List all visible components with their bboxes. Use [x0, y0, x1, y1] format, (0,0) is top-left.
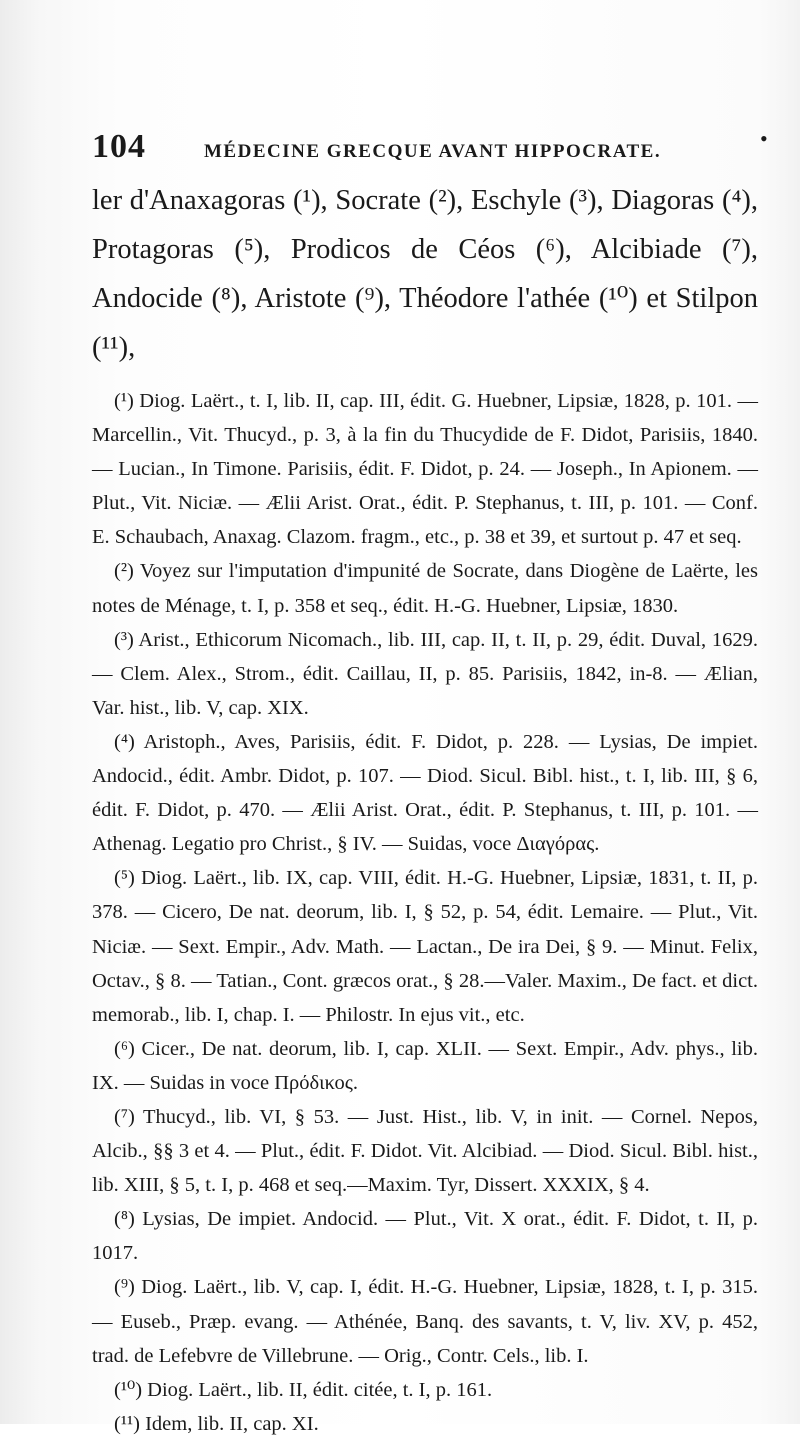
page-number: 104: [92, 128, 146, 165]
footnote-5: (⁵) Diog. Laërt., lib. IX, cap. VIII, édit. H.-G. Huebner, Lipsiæ, 1831, t. II, p. 378. — Cicero, De nat. deorum, lib. I, § 52, p. 54, édit. Lemaire. — Plut., Vit. Niciæ. — Sext. Empir., Adv. Math. — Lactan., De ira Dei, § 9. — Minut. Felix, Octav., § 8. — Tatian., Cont. græcos orat., § 28.—Valer. Maxim., De fact. et dict. memorab., lib. I, chap. I. — Philostr. In ejus vit., etc.: [92, 867, 758, 1026]
footnote-4: (⁴) Aristoph., Aves, Parisiis, édit. F. Didot, p. 228. — Lysias, De impiet. Andocid., édit. Ambr. Didot, p. 107. — Diod. Sicul. Bibl. hist., t. I, lib. III, § 6, édit. F. Didot, p. 470. — Ælii Arist. Orat., édit. P. Stephanus, t. III, p. 101. — Athenag. Legatio pro Christ., § IV. — Suidas, voce Διαγόρας.: [92, 730, 758, 856]
footnote-9: (⁹) Diog. Laërt., lib. V, cap. I, édit. H.-G. Huebner, Lipsiæ, 1828, t. I, p. 315. — Euseb., Præp. evang. — Athénée, Banq. des savants, t. V, liv. XV, p. 452, trad. de Lefebvre de Villebrune. — Orig., Contr. Cels., lib. I.: [92, 1276, 758, 1367]
footnote-10: (¹⁰) Diog. Laërt., lib. II, édit. citée, t. I, p. 161.: [114, 1378, 493, 1401]
footnote-3: (³) Arist., Ethicorum Nicomach., lib. III, cap. II, t. II, p. 29, édit. Duval, 1629. — Clem. Alex., Strom., édit. Caillau, II, p. 85. Parisiis, 1842, in-8. — Ælian, Var. hist., lib. V, cap. XIX.: [92, 628, 758, 719]
footnote-8: (⁸) Lysias, De impiet. Andocid. — Plut., Vit. X orat., édit. F. Didot, t. II, p. 1017.: [92, 1208, 758, 1265]
footnote-2: (²) Voyez sur l'imputation d'impunité de Socrate, dans Diogène de Laërte, les notes de Ménage, t. I, p. 358 et seq., édit. H.-G. Huebner, Lipsiæ, 1830.: [92, 560, 758, 617]
footnote-6: (⁶) Cicer., De nat. deorum, lib. I, cap. XLII. — Sext. Empir., Adv. phys., lib. IX. — Suidas in voce Πρόδικος.: [92, 1037, 758, 1094]
running-title: MÉDECINE GRECQUE AVANT HIPPOCRATE.: [204, 141, 662, 162]
corner-mark: •: [760, 126, 768, 151]
body-paragraph: ler d'Anaxagoras (¹), Socrate (²), Eschyle (³), Diagoras (⁴), Protagoras (⁵), Prodicos de Céos (⁶), Alcibiade (⁷), Andocide (⁸), Aristote (⁹), Théodore l'athée (¹⁰) et Stilpon (¹¹),: [92, 185, 758, 363]
footnote-7: (⁷) Thucyd., lib. VI, § 53. — Just. Hist., lib. V, in init. — Cornel. Nepos, Alcib., §§ 3 et 4. — Plut., édit. F. Didot. Vit. Alcibiad. — Diod. Sicul. Bibl. hist., lib. XIII, § 5, t. I, p. 468 et seq.—Maxim. Tyr, Dissert. XXXIX, § 4.: [92, 1105, 758, 1197]
page-header: [92, 128, 758, 176]
footnote-1: (¹) Diog. Laërt., t. I, lib. II, cap. III, édit. G. Huebner, Lipsiæ, 1828, p. 101. — Marcellin., Vit. Thucyd., p. 3, à la fin du Thucydide de F. Didot, Parisiis, 1840. — Lucian., In Timone. Parisiis, édit. F. Didot, p. 24. — Joseph., In Apionem. — Plut., Vit. Niciæ. — Ælii Arist. Orat., édit. P. Stephanus, t. III, p. 101. — Conf. E. Schaubach, Anaxag. Clazom. fragm., etc., p. 38 et 39, et surtout p. 47 et seq.: [92, 390, 758, 549]
footnote-11: (¹¹) Idem, lib. II, cap. XI.: [114, 1412, 319, 1435]
footnotes: [92, 384, 758, 1441]
